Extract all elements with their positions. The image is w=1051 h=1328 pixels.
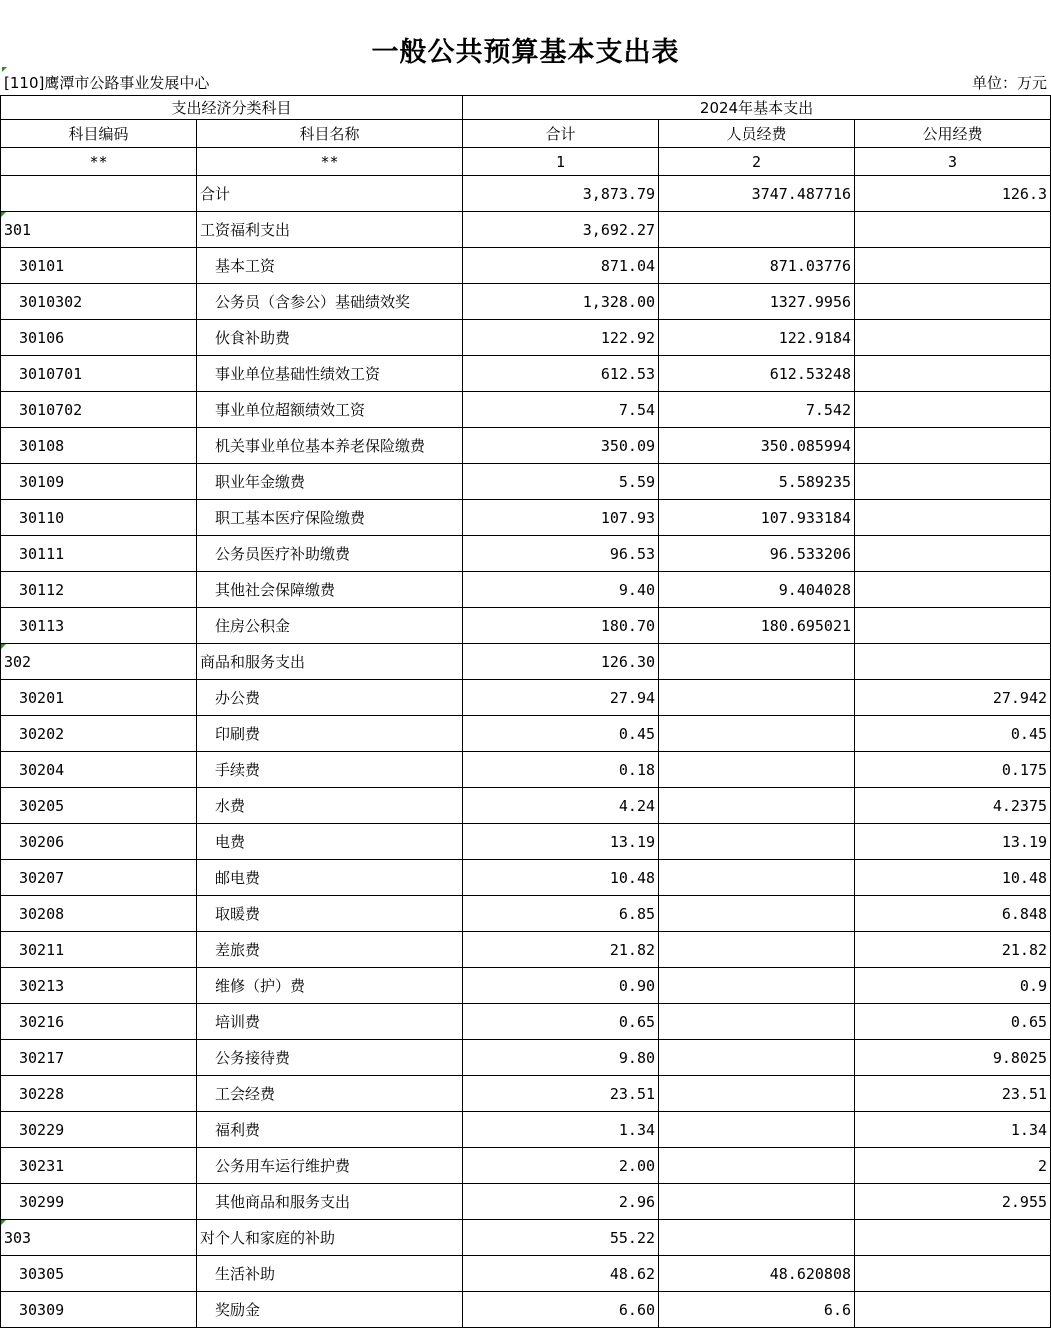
row-code: 30205 bbox=[1, 788, 197, 824]
row-code: 30228 bbox=[1, 1076, 197, 1112]
table-row bbox=[1, 356, 1051, 392]
row-public: 0.45 bbox=[855, 716, 1051, 752]
row-name: 办公费 bbox=[197, 680, 463, 716]
row-code: 30112 bbox=[1, 572, 197, 608]
row-personnel bbox=[659, 824, 855, 860]
row-public: 4.2375 bbox=[855, 788, 1051, 824]
row-code: 30207 bbox=[1, 860, 197, 896]
row-public bbox=[855, 1256, 1051, 1292]
expenditure-table bbox=[0, 95, 1051, 1328]
row-personnel: 612.53248 bbox=[659, 356, 855, 392]
row-total: 0.45 bbox=[463, 716, 659, 752]
header-total: 合计 bbox=[463, 120, 659, 148]
row-name: 职业年金缴费 bbox=[197, 464, 463, 500]
row-public bbox=[855, 1292, 1051, 1328]
row-name: 公务员医疗补助缴费 bbox=[197, 536, 463, 572]
row-total: 2.96 bbox=[463, 1184, 659, 1220]
row-code: 30111 bbox=[1, 536, 197, 572]
row-code: 30206 bbox=[1, 824, 197, 860]
table-row bbox=[1, 428, 1051, 464]
row-code bbox=[1, 212, 197, 248]
row-name: 事业单位超额绩效工资 bbox=[197, 392, 463, 428]
row-code: 30204 bbox=[1, 752, 197, 788]
row-public: 21.82 bbox=[855, 932, 1051, 968]
table-row bbox=[1, 860, 1051, 896]
table-row bbox=[1, 212, 1051, 248]
row-code: 30201 bbox=[1, 680, 197, 716]
index-name: ** bbox=[197, 148, 463, 176]
row-public bbox=[855, 644, 1051, 680]
row-public bbox=[855, 392, 1051, 428]
row-total: 13.19 bbox=[463, 824, 659, 860]
row-personnel bbox=[659, 1004, 855, 1040]
table-row bbox=[1, 1076, 1051, 1112]
table-row bbox=[1, 248, 1051, 284]
row-personnel bbox=[659, 968, 855, 1004]
table-row bbox=[1, 1004, 1051, 1040]
header-index-row bbox=[1, 148, 1051, 176]
row-public bbox=[855, 248, 1051, 284]
row-personnel: 6.6 bbox=[659, 1292, 855, 1328]
row-code bbox=[1, 644, 197, 680]
row-personnel: 107.933184 bbox=[659, 500, 855, 536]
row-code bbox=[1, 1220, 197, 1256]
total-personnel: 3747.487716 bbox=[659, 176, 855, 212]
row-personnel bbox=[659, 1148, 855, 1184]
row-total: 350.09 bbox=[463, 428, 659, 464]
row-code: 30208 bbox=[1, 896, 197, 932]
row-personnel: 96.533206 bbox=[659, 536, 855, 572]
row-total: 5.59 bbox=[463, 464, 659, 500]
row-personnel: 9.404028 bbox=[659, 572, 855, 608]
row-total: 107.93 bbox=[463, 500, 659, 536]
row-personnel bbox=[659, 1076, 855, 1112]
header-group-right: 2024年基本支出 bbox=[463, 96, 1051, 120]
table-row bbox=[1, 716, 1051, 752]
row-name: 电费 bbox=[197, 824, 463, 860]
table-row bbox=[1, 680, 1051, 716]
row-name: 公务用车运行维护费 bbox=[197, 1148, 463, 1184]
row-name: 生活补助 bbox=[197, 1256, 463, 1292]
row-total: 0.65 bbox=[463, 1004, 659, 1040]
row-total: 2.00 bbox=[463, 1148, 659, 1184]
row-personnel bbox=[659, 788, 855, 824]
index-public: 3 bbox=[855, 148, 1051, 176]
row-personnel: 5.589235 bbox=[659, 464, 855, 500]
row-total: 55.22 bbox=[463, 1220, 659, 1256]
unit-label: 单位：万元 bbox=[971, 74, 1047, 92]
table-row bbox=[1, 608, 1051, 644]
index-total: 1 bbox=[463, 148, 659, 176]
header-public: 公用经费 bbox=[855, 120, 1051, 148]
row-total: 21.82 bbox=[463, 932, 659, 968]
report-meta bbox=[0, 72, 1051, 94]
table-row bbox=[1, 320, 1051, 356]
row-code: 30305 bbox=[1, 1256, 197, 1292]
row-public: 9.8025 bbox=[855, 1040, 1051, 1076]
row-personnel bbox=[659, 896, 855, 932]
header-code: 科目编码 bbox=[1, 120, 197, 148]
page-title: 一般公共预算基本支出表 bbox=[371, 37, 680, 68]
row-public bbox=[855, 536, 1051, 572]
row-code: 30229 bbox=[1, 1112, 197, 1148]
index-personnel: 2 bbox=[659, 148, 855, 176]
row-public bbox=[855, 608, 1051, 644]
row-code: 30202 bbox=[1, 716, 197, 752]
row-code-text: 302 bbox=[4, 652, 32, 671]
row-total: 48.62 bbox=[463, 1256, 659, 1292]
cell-marker-icon bbox=[1, 644, 6, 649]
table-row bbox=[1, 536, 1051, 572]
row-public: 1.34 bbox=[855, 1112, 1051, 1148]
row-code: 30110 bbox=[1, 500, 197, 536]
table-row bbox=[1, 1148, 1051, 1184]
header-name: 科目名称 bbox=[197, 120, 463, 148]
row-name: 差旅费 bbox=[197, 932, 463, 968]
row-public: 2 bbox=[855, 1148, 1051, 1184]
total-code bbox=[1, 176, 197, 212]
row-personnel: 871.03776 bbox=[659, 248, 855, 284]
row-public: 0.175 bbox=[855, 752, 1051, 788]
row-name: 职工基本医疗保险缴费 bbox=[197, 500, 463, 536]
row-public bbox=[855, 500, 1051, 536]
row-code-text: 301 bbox=[4, 220, 32, 239]
row-code: 30101 bbox=[1, 248, 197, 284]
row-name: 公务接待费 bbox=[197, 1040, 463, 1076]
table-row bbox=[1, 1112, 1051, 1148]
table-row bbox=[1, 1040, 1051, 1076]
table-row bbox=[1, 752, 1051, 788]
header-personnel: 人员经费 bbox=[659, 120, 855, 148]
row-name: 事业单位基础性绩效工资 bbox=[197, 356, 463, 392]
cell-marker-icon bbox=[1, 1220, 6, 1225]
row-public bbox=[855, 572, 1051, 608]
row-total: 7.54 bbox=[463, 392, 659, 428]
row-name: 工资福利支出 bbox=[197, 212, 463, 248]
row-personnel bbox=[659, 1040, 855, 1076]
row-personnel: 180.695021 bbox=[659, 608, 855, 644]
row-name: 工会经费 bbox=[197, 1076, 463, 1112]
row-total: 1,328.00 bbox=[463, 284, 659, 320]
row-total: 96.53 bbox=[463, 536, 659, 572]
row-personnel bbox=[659, 680, 855, 716]
row-name: 对个人和家庭的补助 bbox=[197, 1220, 463, 1256]
row-personnel bbox=[659, 212, 855, 248]
row-total: 10.48 bbox=[463, 860, 659, 896]
row-total: 0.18 bbox=[463, 752, 659, 788]
row-public: 13.19 bbox=[855, 824, 1051, 860]
row-code: 30213 bbox=[1, 968, 197, 1004]
row-total: 3,692.27 bbox=[463, 212, 659, 248]
table-row bbox=[1, 968, 1051, 1004]
row-personnel: 48.620808 bbox=[659, 1256, 855, 1292]
row-total: 23.51 bbox=[463, 1076, 659, 1112]
row-personnel bbox=[659, 932, 855, 968]
row-public bbox=[855, 284, 1051, 320]
row-name: 邮电费 bbox=[197, 860, 463, 896]
row-code: 30309 bbox=[1, 1292, 197, 1328]
row-personnel: 1327.9956 bbox=[659, 284, 855, 320]
row-code: 30211 bbox=[1, 932, 197, 968]
table-row bbox=[1, 824, 1051, 860]
row-personnel bbox=[659, 1112, 855, 1148]
row-personnel: 122.9184 bbox=[659, 320, 855, 356]
table-row bbox=[1, 284, 1051, 320]
row-public bbox=[855, 1220, 1051, 1256]
table-row bbox=[1, 392, 1051, 428]
row-public bbox=[855, 212, 1051, 248]
table-row bbox=[1, 1256, 1051, 1292]
row-total: 9.80 bbox=[463, 1040, 659, 1076]
row-code: 30109 bbox=[1, 464, 197, 500]
row-personnel bbox=[659, 752, 855, 788]
row-personnel bbox=[659, 1184, 855, 1220]
table-row bbox=[1, 1220, 1051, 1256]
row-name: 印刷费 bbox=[197, 716, 463, 752]
organization-name: [110]鹰潭市公路事业发展中心 bbox=[4, 74, 210, 92]
total-row bbox=[1, 176, 1051, 212]
row-public: 2.955 bbox=[855, 1184, 1051, 1220]
header-group-row bbox=[1, 96, 1051, 120]
row-personnel bbox=[659, 644, 855, 680]
row-name: 机关事业单位基本养老保险缴费 bbox=[197, 428, 463, 464]
row-total: 0.90 bbox=[463, 968, 659, 1004]
row-name: 基本工资 bbox=[197, 248, 463, 284]
table-row bbox=[1, 464, 1051, 500]
total-name: 合计 bbox=[197, 176, 463, 212]
row-name: 福利费 bbox=[197, 1112, 463, 1148]
row-total: 9.40 bbox=[463, 572, 659, 608]
row-code: 30216 bbox=[1, 1004, 197, 1040]
row-total: 612.53 bbox=[463, 356, 659, 392]
row-name: 奖励金 bbox=[197, 1292, 463, 1328]
row-name: 培训费 bbox=[197, 1004, 463, 1040]
row-code: 30299 bbox=[1, 1184, 197, 1220]
row-personnel bbox=[659, 716, 855, 752]
row-code-text: 303 bbox=[4, 1228, 32, 1247]
row-public bbox=[855, 428, 1051, 464]
table-row bbox=[1, 1292, 1051, 1328]
row-public bbox=[855, 464, 1051, 500]
row-total: 27.94 bbox=[463, 680, 659, 716]
table-row bbox=[1, 1184, 1051, 1220]
cell-marker-icon bbox=[1, 212, 6, 217]
table-row bbox=[1, 644, 1051, 680]
row-code: 3010701 bbox=[1, 356, 197, 392]
row-name: 其他社会保障缴费 bbox=[197, 572, 463, 608]
row-name: 住房公积金 bbox=[197, 608, 463, 644]
row-personnel: 350.085994 bbox=[659, 428, 855, 464]
table-row bbox=[1, 572, 1051, 608]
row-name: 手续费 bbox=[197, 752, 463, 788]
row-total: 871.04 bbox=[463, 248, 659, 284]
row-code: 30113 bbox=[1, 608, 197, 644]
row-total: 4.24 bbox=[463, 788, 659, 824]
row-total: 126.30 bbox=[463, 644, 659, 680]
row-public: 6.848 bbox=[855, 896, 1051, 932]
table-row bbox=[1, 788, 1051, 824]
row-total: 6.85 bbox=[463, 896, 659, 932]
row-name: 公务员（含参公）基础绩效奖 bbox=[197, 284, 463, 320]
row-public: 10.48 bbox=[855, 860, 1051, 896]
row-name: 取暖费 bbox=[197, 896, 463, 932]
row-code: 30217 bbox=[1, 1040, 197, 1076]
row-public: 27.942 bbox=[855, 680, 1051, 716]
row-personnel: 7.542 bbox=[659, 392, 855, 428]
header-group-left: 支出经济分类科目 bbox=[1, 96, 463, 120]
row-public: 0.9 bbox=[855, 968, 1051, 1004]
row-name: 商品和服务支出 bbox=[197, 644, 463, 680]
row-total: 1.34 bbox=[463, 1112, 659, 1148]
row-name: 伙食补助费 bbox=[197, 320, 463, 356]
row-code: 3010702 bbox=[1, 392, 197, 428]
row-public: 0.65 bbox=[855, 1004, 1051, 1040]
row-code: 30231 bbox=[1, 1148, 197, 1184]
row-code: 30108 bbox=[1, 428, 197, 464]
total-public: 126.3 bbox=[855, 176, 1051, 212]
row-total: 180.70 bbox=[463, 608, 659, 644]
row-total: 6.60 bbox=[463, 1292, 659, 1328]
table-row bbox=[1, 500, 1051, 536]
row-code: 3010302 bbox=[1, 284, 197, 320]
row-name: 其他商品和服务支出 bbox=[197, 1184, 463, 1220]
table-row bbox=[1, 896, 1051, 932]
row-name: 维修（护）费 bbox=[197, 968, 463, 1004]
row-total: 122.92 bbox=[463, 320, 659, 356]
row-public bbox=[855, 320, 1051, 356]
row-public: 23.51 bbox=[855, 1076, 1051, 1112]
table-row bbox=[1, 932, 1051, 968]
total-total: 3,873.79 bbox=[463, 176, 659, 212]
row-personnel bbox=[659, 860, 855, 896]
row-name: 水费 bbox=[197, 788, 463, 824]
index-code: ** bbox=[1, 148, 197, 176]
row-public bbox=[855, 356, 1051, 392]
row-code: 30106 bbox=[1, 320, 197, 356]
header-columns-row bbox=[1, 120, 1051, 148]
row-personnel bbox=[659, 1220, 855, 1256]
